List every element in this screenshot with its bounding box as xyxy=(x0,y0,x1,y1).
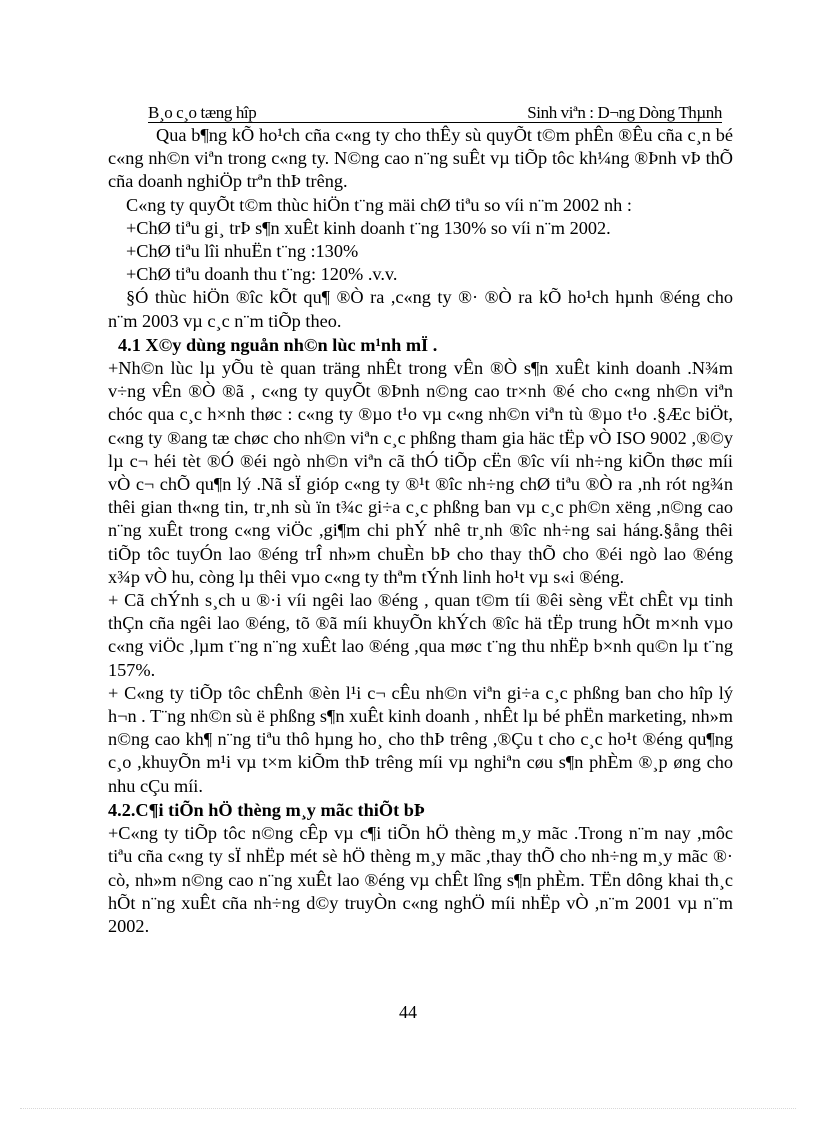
paragraph-incentive-policy: + Cã chÝnh s¸ch u ®·i víi ngêi lao ®éng , quan t©m tíi ®êi sèng vËt chÊt vµ tinh thÇn cña ngêi lao ®éng, tõ ®ã míi khuyÕn khÝch ®îc hä tËp trung hÕt m×nh vµo c«ng viÖc ,lµm t¨ng n¨ng xuÊt lao ®éng ,qua møc t¨ng thu nhËp b×nh qu©n lµ t¨ng 157%. xyxy=(108,590,733,680)
paragraph-restructure: + C«ng ty tiÕp tôc chÊnh ®èn l¹i c¬ cÊu nh©n viªn gi÷a c¸c phßng ban cho hîp lý h¬n . T¨ng nh©n sù ë phßng s¶n xuÊt kinh doanh , nhÊt lµ bé phËn marketing, nh»m n©ng cao kh¶ n¨ng tiªu thô hµng ho¸ cho thÞ trêng ,®Çu t cho c¸c ho¹t ®éng qu¶ng c¸o ,khuyÕn m¹i vµ t×m kiÕm thÞ trêng míi vµ nghiªn cøu s¶n phÈm ®¸p øng cho nhu cÇu míi. xyxy=(108,682,733,796)
section-heading-4-2: 4.2.C¶i tiÕn hÖ thèng m¸y mãc thiÕt bÞ xyxy=(108,799,426,820)
header-report-title: B¸o c¸o tæng hîp xyxy=(148,103,257,122)
document-body xyxy=(108,124,733,938)
page-number: 44 xyxy=(399,1002,417,1022)
paragraph-intro: Qua b¶ng kÕ ho¹ch cña c«ng ty cho thÊy sù quyÕt t©m phÊn ®Êu cña c¸n bé c«ng nh©n viªn trong c«ng ty. N©ng cao n¨ng suÊt vµ tiÕp tôc kh¼ng ®Þnh vÞ thÕ cña doanh nghiÖp trªn thÞ trêng. xyxy=(108,125,733,192)
paragraph-equipment-upgrade: +C«ng ty tiÕp tôc n©ng cÊp vµ c¶i tiÕn hÖ thèng m¸y mãc .Trong n¨m nay ,môc tiªu cña c«ng ty sÏ nhËp mét sè hÖ thèng m¸y mãc ,thay thÕ cho nh÷ng m¸y mãc ®· cò, nh»m n©ng cao n¨ng xuÊt lao ®éng vµ chÊt lîng s¶n phÈm. TËn dông khai th¸c hÕt n¨ng xuÊt cña nh÷ng d©y truyÒn c«ng nghÖ míi nhËp vÒ ,n¨m 2001 vµ n¨m 2002. xyxy=(108,823,733,936)
header-student-name: Sinh viªn : D¬ng Dòng Thµnh xyxy=(527,103,722,122)
page-bottom-divider xyxy=(20,1108,796,1109)
list-item-profit-target: +ChØ tiªu lîi nhuËn t¨ng :130% xyxy=(126,241,359,262)
paragraph-action-plan: §Ó thùc hiÖn ®îc kÕt qu¶ ®Ò ra ,c«ng ty ®· ®Ò ra kÕ ho¹ch hµnh ®éng cho n¨m 2003 vµ c¸c n¨m tiÕp theo. xyxy=(108,287,733,331)
section-heading-4-1: 4.1 X©y dùng nguån nh©n lùc m¹nh mÏ . xyxy=(118,334,438,355)
paragraph-human-resources: +Nh©n lùc lµ yÕu tè quan träng nhÊt trong vÊn ®Ò s¶n xuÊt kinh doanh .N¾m v÷ng vÊn ®Ò ®ã , c«ng ty quyÕt ®Þnh n©ng cao tr×nh ®é cho c«ng nh©n viªn chóc qua c¸c h×nh thøc : c«ng ty ®µo t¹o vµ c«ng nh©n viªn tù ®µo t¹o .§Æc biÖt, c«ng ty ®ang tæ chøc cho nh©n viªn c¸c phßng tham gia häc tËp vÒ ISO 9002 ,®©y lµ c¬ héi tèt ®Ó ®éi ngò nh©n viªn cã thÓ tiÕp cËn ®îc víi nh÷ng kiÕn thøc míi vÒ c¬ chÕ qu¶n lý .Nã sÏ gióp c«ng ty ®¹t ®îc nh÷ng chØ tiªu ®Ò ra ,nh rót ng¾n thêi gian th«ng tin, tr¸nh sù ïn t¾c gi÷a c¸c phßng ban vµ c¸c ph©n xëng ,n©ng cao n¨ng xuÊt trong c«ng viÖc ,gi¶m chi phÝ nhê tr¸nh ®îc nh÷ng sai háng.§ång thêi tiÕp tôc tuyÓn lao ®éng trÎ nh»m chuÈn bÞ cho thay thÕ cho ®éi ngò lao ®éng x¾p vÒ hu, còng lµ thêi vµo c«ng ty thªm tÝnh linh ho¹t vµ s«i ®éng. xyxy=(108,358,733,587)
list-item-production-target: +ChØ tiªu gi¸ trÞ s¶n xuÊt kinh doanh t¨ng 130% so víi n¨m 2002. xyxy=(126,217,611,238)
paragraph-targets-lead: C«ng ty quyÕt t©m thùc hiÖn t¨ng mäi chØ tiªu so víi n¨m 2002 nh : xyxy=(126,194,632,215)
page-header xyxy=(148,103,722,125)
list-item-revenue-target: +ChØ tiªu doanh thu t¨ng: 120% .v.v. xyxy=(126,264,398,285)
header-underline xyxy=(148,122,722,123)
